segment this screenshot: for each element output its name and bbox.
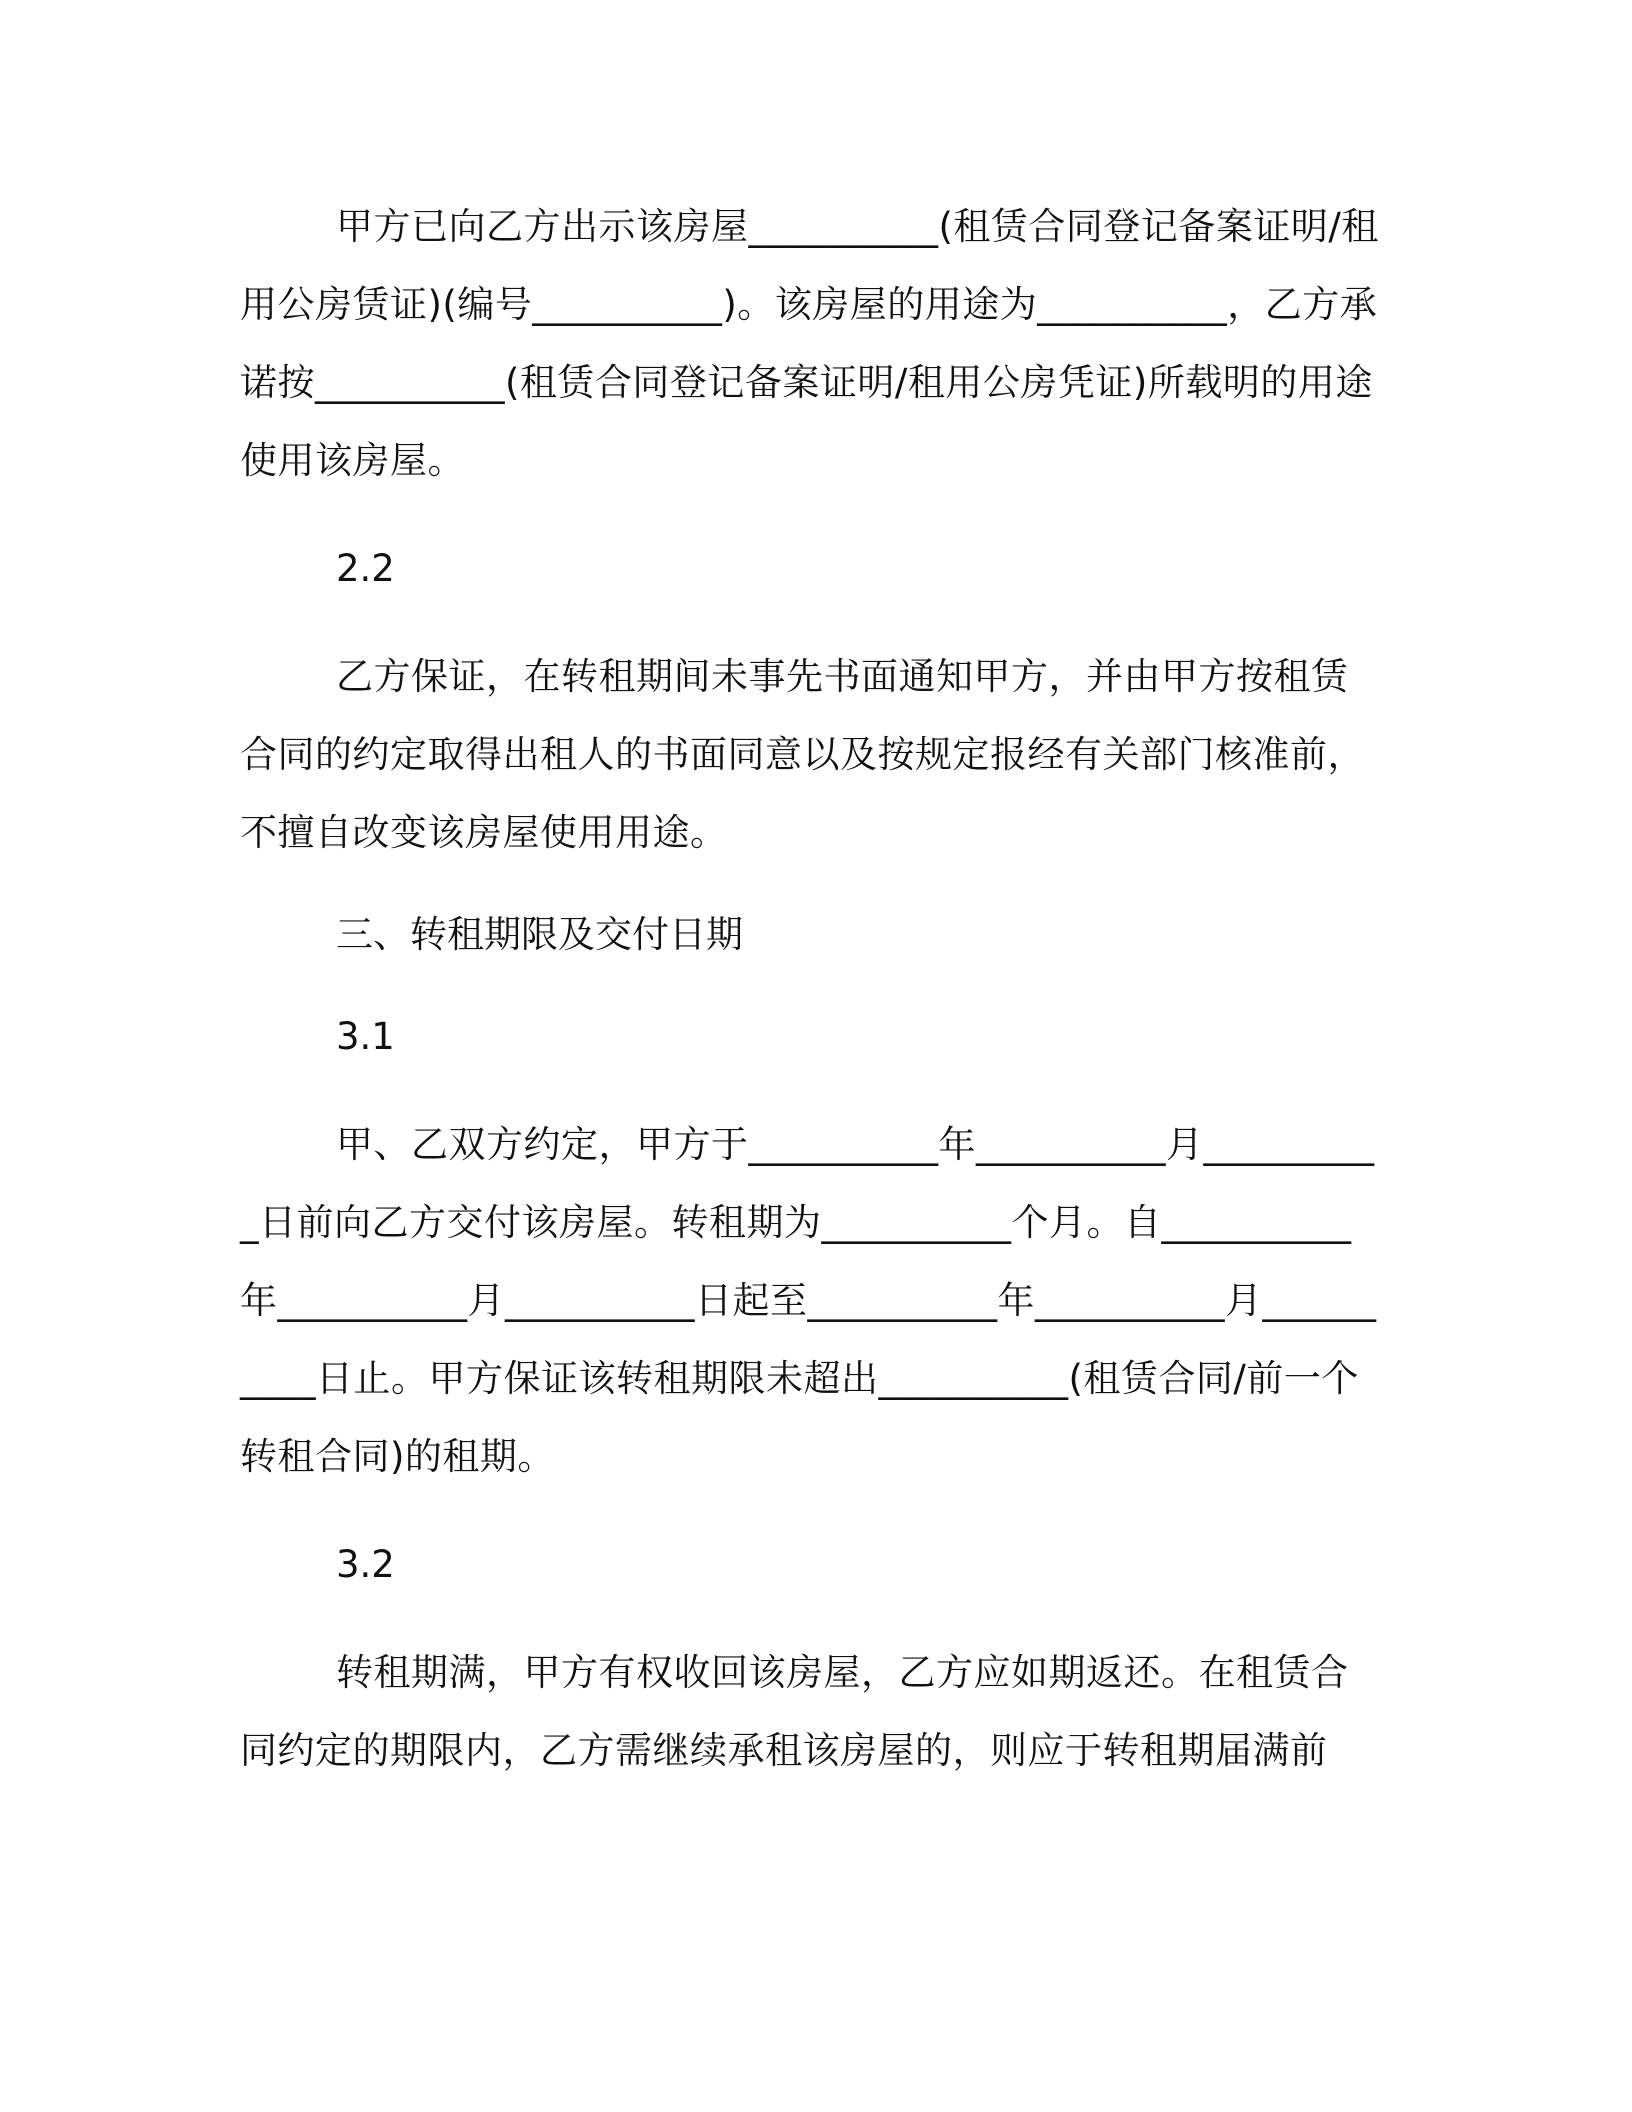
paragraph-delivery-term: 甲、乙双方约定，甲方于__________年__________月__________日前向乙方交付该房屋。转租期为__________个月。自__________年__________月__________日起至__________年__________月__________日止。甲方保证该转租期限未超出__________(租赁合同/前一个转租合同)的租期。 — [240, 1123, 1377, 1478]
section-heading-3: 三、转租期限及交付日期 — [336, 913, 743, 956]
paragraph-usage-guarantee: 乙方保证，在转租期间未事先书面通知甲方，并由甲方按租赁合同的约定取得出租人的书面同意以及按规定报经有关部门核准前，不擅自改变该房屋使用用途。 — [240, 655, 1365, 854]
section-number-2-2: 2.2 — [336, 547, 395, 590]
paragraph-term-expiry: 转租期满，甲方有权收回该房屋，乙方应如期返还。在租赁合同约定的期限内，乙方需继续承租该房屋的，则应于转租期届满前 — [240, 1651, 1349, 1772]
section-number-3-1: 3.1 — [336, 1015, 395, 1058]
document-body — [240, 188, 1380, 1790]
paragraph-usage-certificate: 甲方已向乙方出示该房屋__________(租赁合同登记备案证明/租用公房赁证)(编号__________)。该房屋的用途为__________，乙方承诺按__________(租赁合同登记备案证明/租用公房凭证)所载明的用途使用该房屋。 — [240, 205, 1379, 482]
section-number-3-2: 3.2 — [336, 1543, 395, 1586]
